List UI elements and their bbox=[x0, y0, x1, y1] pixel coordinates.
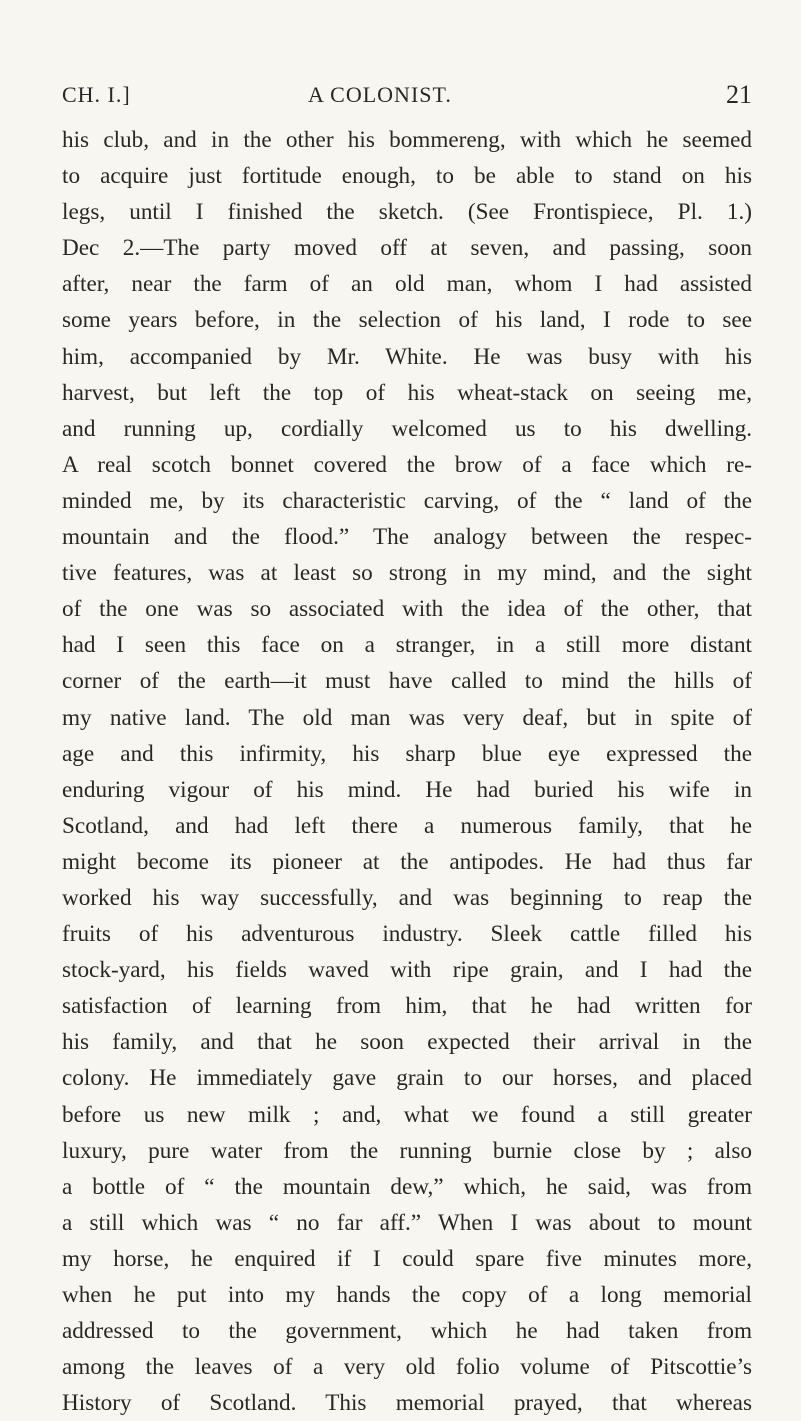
text-line: addressed to the government, which he had taken from bbox=[62, 1318, 752, 1345]
text-line: stock-yard, his fields waved with ripe grain, and I had the bbox=[62, 957, 752, 984]
text-line: his club, and in the other his bommereng, with which he seemed bbox=[62, 127, 752, 153]
text-line: before us new milk ; and, what we found a still greater bbox=[62, 1101, 752, 1128]
text-line: legs, until I finished the sketch. (See Frontispiece, Pl. 1.) bbox=[62, 199, 752, 226]
text-line: luxury, pure water from the running burnie close by ; also bbox=[62, 1137, 752, 1164]
text-line: fruits of his adventurous industry. Sleek cattle filled his bbox=[62, 921, 752, 948]
running-header bbox=[62, 82, 752, 122]
text-line: A real scotch bonnet covered the brow of a face which re- bbox=[62, 451, 752, 478]
text-line: corner of the earth—it must have called to mind the hills of bbox=[62, 668, 752, 695]
text-line: worked his way successfully, and was beginning to reap the bbox=[62, 884, 752, 911]
text-line: of the one was so associated with the idea of the other, that bbox=[62, 596, 752, 623]
text-line: age and this infirmity, his sharp blue eye expressed the bbox=[62, 740, 752, 767]
body-text bbox=[62, 122, 752, 1421]
text-line: him, accompanied by Mr. White. He was busy with his bbox=[62, 343, 752, 370]
text-line: some years before, in the selection of his land, I rode to see bbox=[62, 307, 752, 334]
page-number: 21 bbox=[726, 80, 752, 109]
text-line: colony. He immediately gave grain to our horses, and placed bbox=[62, 1065, 752, 1092]
running-title: A COLONIST. bbox=[308, 82, 452, 107]
text-line: might become its pioneer at the antipodes. He had thus far bbox=[62, 848, 752, 875]
text-line: enduring vigour of his mind. He had buried his wife in bbox=[62, 776, 752, 803]
text-line: minded me, by its characteristic carving, of the “ land of the bbox=[62, 487, 752, 514]
text-line: History of Scotland. This memorial prayed, that whereas bbox=[62, 1390, 752, 1417]
book-page bbox=[62, 82, 752, 1421]
text-line: had I seen this face on a stranger, in a still more distant bbox=[62, 632, 752, 659]
text-line: among the leaves of a very old folio volume of Pitscottie’s bbox=[62, 1354, 752, 1381]
text-line: and running up, cordially welcomed us to his dwelling. bbox=[62, 415, 752, 442]
text-line: Scotland, and had left there a numerous family, that he bbox=[62, 812, 752, 839]
chapter-label: CH. I.] bbox=[62, 82, 131, 107]
text-line: tive features, was at least so strong in my mind, and the sight bbox=[62, 560, 752, 587]
text-line: mountain and the flood.” The analogy between the respec- bbox=[62, 524, 752, 551]
text-line: when he put into my hands the copy of a long memorial bbox=[62, 1282, 752, 1308]
text-line: after, near the farm of an old man, whom I had assisted bbox=[62, 271, 752, 298]
text-line: my native land. The old man was very deaf, but in spite of bbox=[62, 704, 752, 731]
text-line: to acquire just fortitude enough, to be able to stand on his bbox=[62, 163, 752, 190]
text-line: a bottle of “ the mountain dew,” which, he said, was from bbox=[62, 1173, 752, 1200]
text-line: a still which was “ no far aff.” When I was about to mount bbox=[62, 1209, 752, 1236]
text-line: satisfaction of learning from him, that he had written for bbox=[62, 993, 752, 1020]
text-line: harvest, but left the top of his wheat-stack on seeing me, bbox=[62, 379, 752, 406]
text-line: my horse, he enquired if I could spare five minutes more, bbox=[62, 1245, 752, 1272]
text-line: Dec 2.—The party moved off at seven, and passing, soon bbox=[62, 235, 752, 262]
text-line: his family, and that he soon expected their arrival in the bbox=[62, 1029, 752, 1056]
